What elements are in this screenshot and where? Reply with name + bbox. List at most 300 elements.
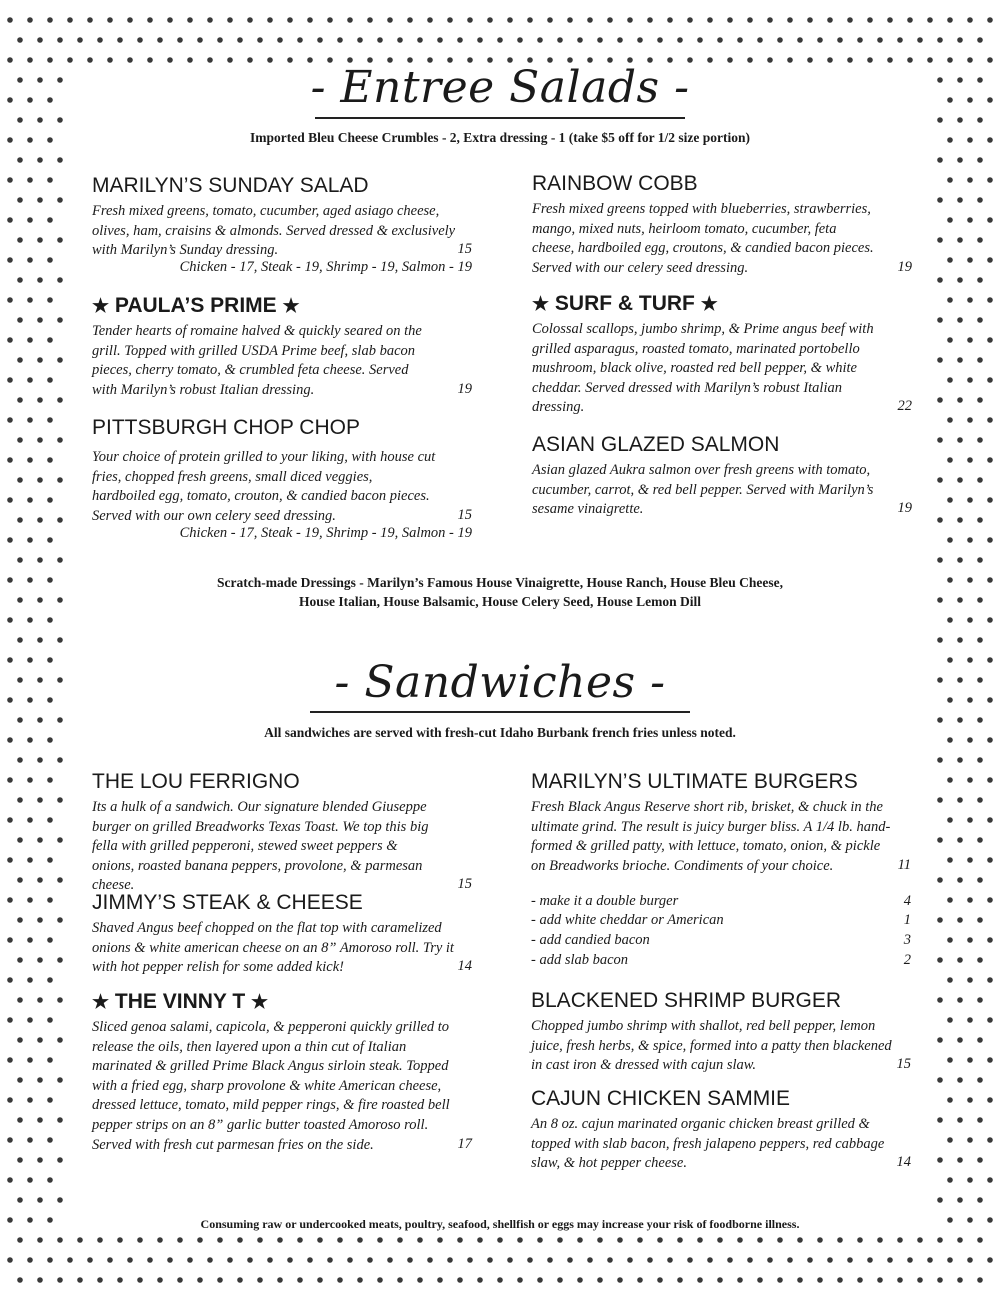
- border-dot: [967, 857, 973, 863]
- border-dot: [177, 1277, 183, 1283]
- border-dot: [977, 437, 983, 443]
- border-dot: [17, 637, 23, 643]
- border-dot: [557, 37, 563, 43]
- border-dot: [477, 1277, 483, 1283]
- border-dot: [47, 337, 53, 343]
- border-dot: [937, 1037, 943, 1043]
- border-dot: [257, 37, 263, 43]
- item-description: Fresh Black Angus Reserve short rib, brisket, & chuck in the ultimate grind. The result is juicy burger bliss. A 1/4 lb. hand-formed & grilled patty, with lettuce, tomato, onion, & pickle on Breadworks brioche. Condiments of your choice.: [531, 799, 891, 874]
- border-dot: [47, 457, 53, 463]
- border-dot: [787, 1257, 793, 1263]
- border-dot: [957, 757, 963, 763]
- border-dot: [47, 897, 53, 903]
- border-dot: [977, 157, 983, 163]
- item-description: Your choice of protein grilled to your liking, with house cut fries, chopped fresh greens, small diced veggies, hardboiled egg, tomato, crouton, & candied bacon pieces. Served with our own celery seed dressing.: [92, 449, 436, 524]
- border-dot: [707, 1257, 713, 1263]
- border-dot: [837, 1237, 843, 1243]
- border-dot: [17, 477, 23, 483]
- border-dot: [7, 617, 13, 623]
- menu-item: [531, 989, 911, 1073]
- item-price: 15: [457, 241, 472, 258]
- border-dot: [977, 1197, 983, 1203]
- border-dot: [917, 1237, 923, 1243]
- border-dot: [57, 397, 63, 403]
- border-dot: [537, 37, 543, 43]
- border-dot: [457, 1237, 463, 1243]
- border-dot: [307, 1257, 313, 1263]
- addon-label: - add slab bacon: [531, 951, 629, 968]
- border-dot: [957, 717, 963, 723]
- border-dot: [937, 237, 943, 243]
- border-dot: [887, 17, 893, 23]
- border-dot: [37, 1077, 43, 1083]
- border-dot: [97, 37, 103, 43]
- border-dot: [47, 17, 53, 23]
- border-dot: [157, 1277, 163, 1283]
- menu-item: [92, 294, 472, 398]
- border-dot: [497, 1237, 503, 1243]
- border-dot: [977, 117, 983, 123]
- border-dot: [187, 1257, 193, 1263]
- menu-item: [531, 1087, 911, 1171]
- border-dot: [57, 997, 63, 1003]
- border-dot: [57, 1077, 63, 1083]
- border-dot: [537, 1237, 543, 1243]
- border-dot: [57, 837, 63, 843]
- border-dot: [977, 317, 983, 323]
- border-dot: [7, 1257, 13, 1263]
- border-dot: [17, 1077, 23, 1083]
- border-dot: [497, 37, 503, 43]
- border-dot: [567, 1257, 573, 1263]
- border-dot: [617, 1237, 623, 1243]
- border-dot: [977, 757, 983, 763]
- border-dot: [977, 637, 983, 643]
- border-dot: [427, 1257, 433, 1263]
- border-dot: [947, 897, 953, 903]
- border-dot: [117, 1277, 123, 1283]
- border-dot: [17, 917, 23, 923]
- addon-price: 4: [903, 892, 911, 909]
- border-dot: [927, 17, 933, 23]
- border-dot: [87, 1257, 93, 1263]
- border-dot: [177, 37, 183, 43]
- border-dot: [427, 17, 433, 23]
- border-dot: [37, 1117, 43, 1123]
- foodborne-warning: Consuming raw or undercooked meats, poultry, seafood, shellfish or eggs may increase your risk of foodborne illness.: [200, 1217, 800, 1231]
- item-name: SURF & TURF: [554, 292, 695, 315]
- border-dot: [657, 1237, 663, 1243]
- item-description: An 8 oz. cajun marinated organic chicken breast grilled & topped with slab bacon, fresh jalapeno peppers, red cabbage slaw, & hot pepper cheese.: [531, 1116, 885, 1172]
- border-dot: [17, 397, 23, 403]
- addon-row: [531, 911, 911, 931]
- border-dot: [897, 37, 903, 43]
- border-dot: [837, 1277, 843, 1283]
- border-dot: [567, 17, 573, 23]
- border-dot: [947, 617, 953, 623]
- border-dot: [27, 897, 33, 903]
- border-dot: [27, 1017, 33, 1023]
- addon-price: 2: [903, 951, 911, 968]
- border-dot: [947, 1257, 953, 1263]
- border-dot: [57, 357, 63, 363]
- border-dot: [257, 1277, 263, 1283]
- border-dot: [417, 1277, 423, 1283]
- border-dot: [97, 1237, 103, 1243]
- border-dot: [957, 917, 963, 923]
- border-dot: [317, 1277, 323, 1283]
- border-dot: [547, 17, 553, 23]
- border-dot: [987, 417, 993, 423]
- border-dot: [317, 1237, 323, 1243]
- item-description: Asian glazed Aukra salmon over fresh greens with tomato, cucumber, carrot, & red bell pepper. Served with Marilyn’s sesame vinaigrette.: [532, 462, 874, 518]
- border-dot: [487, 17, 493, 23]
- border-dot: [937, 397, 943, 403]
- border-dot: [27, 177, 33, 183]
- border-dot: [47, 177, 53, 183]
- item-name: ASIAN GLAZED SALMON: [532, 433, 780, 456]
- border-dot: [987, 1097, 993, 1103]
- border-dot: [937, 717, 943, 723]
- border-dot: [967, 1017, 973, 1023]
- border-dot: [947, 177, 953, 183]
- border-dot: [977, 997, 983, 1003]
- border-dot: [237, 1237, 243, 1243]
- border-dot: [557, 1237, 563, 1243]
- border-dot: [957, 637, 963, 643]
- border-dot: [7, 257, 13, 263]
- border-dot: [517, 1277, 523, 1283]
- border-dot: [867, 17, 873, 23]
- border-dot: [17, 557, 23, 563]
- border-dot: [977, 1037, 983, 1043]
- item-name-featured: [92, 990, 472, 1014]
- border-dot: [987, 457, 993, 463]
- border-dot: [337, 1277, 343, 1283]
- border-dot: [987, 857, 993, 863]
- border-dot: [947, 1017, 953, 1023]
- border-dot: [957, 1277, 963, 1283]
- sandwiches-note: All sandwiches are served with fresh-cut Idaho Burbank french fries unless noted.: [264, 725, 736, 740]
- border-dot: [47, 1057, 53, 1063]
- border-dot: [77, 37, 83, 43]
- border-dot: [987, 337, 993, 343]
- sandwiches-title-rule: [310, 711, 690, 713]
- border-dot: [357, 1237, 363, 1243]
- border-dot: [17, 757, 23, 763]
- border-dot: [657, 1277, 663, 1283]
- border-dot: [17, 517, 23, 523]
- border-dot: [967, 777, 973, 783]
- border-dot: [157, 37, 163, 43]
- border-dot: [37, 197, 43, 203]
- border-dot: [937, 757, 943, 763]
- border-dot: [947, 217, 953, 223]
- border-dot: [967, 1137, 973, 1143]
- border-dot: [987, 497, 993, 503]
- border-dot: [887, 1257, 893, 1263]
- border-dot: [977, 1117, 983, 1123]
- item-name: BLACKENED SHRIMP BURGER: [531, 989, 842, 1012]
- border-dot: [577, 1277, 583, 1283]
- border-dot: [17, 117, 23, 123]
- border-dot: [377, 37, 383, 43]
- item-description: Chopped jumbo shrimp with shallot, red bell pepper, lemon juice, fresh herbs, & spice, formed into a patty then blackened in cast iron & dressed with cajun slaw.: [531, 1018, 892, 1074]
- item-name: PAULA’S PRIME: [114, 294, 277, 317]
- border-dot: [27, 1137, 33, 1143]
- border-dot: [377, 1277, 383, 1283]
- border-dot: [37, 1277, 43, 1283]
- border-dot: [217, 37, 223, 43]
- border-dot: [27, 817, 33, 823]
- border-dot: [7, 537, 13, 543]
- border-dot: [17, 1277, 23, 1283]
- item-price: 19: [897, 500, 912, 517]
- border-dot: [817, 1277, 823, 1283]
- border-dot: [937, 1157, 943, 1163]
- border-dot: [57, 37, 63, 43]
- border-dot: [57, 197, 63, 203]
- border-dot: [957, 117, 963, 123]
- border-dot: [37, 437, 43, 443]
- border-dot: [47, 617, 53, 623]
- border-dot: [327, 17, 333, 23]
- border-dot: [977, 837, 983, 843]
- border-dot: [17, 717, 23, 723]
- item-description: Its a hulk of a sandwich. Our signature blended Giuseppe burger on grilled Breadworks Texas Toast. We top this big fella with grilled pepperoni, stewed sweet peppers & onions, roasted banana peppers, provolone, & parmesan cheese.: [92, 799, 429, 894]
- border-dot: [627, 17, 633, 23]
- border-dot: [957, 397, 963, 403]
- border-dot: [977, 397, 983, 403]
- border-dot: [207, 17, 213, 23]
- border-dot: [777, 1277, 783, 1283]
- border-dot: [927, 1257, 933, 1263]
- border-dot: [477, 37, 483, 43]
- border-dot: [47, 857, 53, 863]
- item-description: Colossal scallops, jumbo shrimp, & Prime angus beef with grilled asparagus, roasted tomato, marinated portobello mushroom, black olive, roasted red bell pepper, & white cheddar. Served dressed with Marilyn’s robust Italian dressing.: [532, 321, 874, 416]
- border-dot: [47, 217, 53, 223]
- border-dot: [47, 1177, 53, 1183]
- border-dot: [697, 37, 703, 43]
- border-dot: [377, 1237, 383, 1243]
- border-dot: [937, 917, 943, 923]
- addon-row: [531, 951, 911, 971]
- border-dot: [407, 1257, 413, 1263]
- border-dot: [57, 237, 63, 243]
- border-dot: [757, 1277, 763, 1283]
- border-dot: [317, 37, 323, 43]
- border-dot: [937, 557, 943, 563]
- border-dot: [957, 477, 963, 483]
- border-dot: [977, 477, 983, 483]
- border-dot: [17, 357, 23, 363]
- menu-item: [532, 433, 912, 517]
- border-dot: [287, 17, 293, 23]
- dressings-note: [0, 573, 1000, 611]
- border-dot: [37, 757, 43, 763]
- item-description: Tender hearts of romaine halved & quickly seared on the grill. Topped with grilled USDA Prime beef, slab bacon pieces, cherry tomato, & crumbled feta cheese. Served with Marilyn’s robust Italian dressing.: [92, 323, 422, 398]
- border-dot: [187, 17, 193, 23]
- star-icon: ★: [532, 294, 550, 315]
- border-dot: [977, 1237, 983, 1243]
- border-dot: [787, 17, 793, 23]
- border-dot: [957, 277, 963, 283]
- border-dot: [217, 1277, 223, 1283]
- border-dot: [527, 1257, 533, 1263]
- border-dot: [967, 537, 973, 543]
- border-dot: [207, 1257, 213, 1263]
- border-dot: [947, 497, 953, 503]
- border-dot: [7, 1097, 13, 1103]
- item-price: 14: [896, 1154, 911, 1171]
- border-dot: [77, 1237, 83, 1243]
- border-dot: [967, 257, 973, 263]
- border-dot: [557, 1277, 563, 1283]
- border-dot: [297, 37, 303, 43]
- border-dot: [937, 37, 943, 43]
- star-icon: ★: [700, 294, 718, 315]
- border-dot: [87, 17, 93, 23]
- border-dot: [47, 1257, 53, 1263]
- border-dot: [157, 1237, 163, 1243]
- border-dot: [967, 377, 973, 383]
- border-dot: [437, 1277, 443, 1283]
- border-dot: [947, 857, 953, 863]
- border-dot: [907, 1257, 913, 1263]
- border-dot: [57, 117, 63, 123]
- addon-row: [531, 892, 911, 912]
- border-dot: [967, 937, 973, 943]
- border-dot: [947, 297, 953, 303]
- border-dot: [27, 1177, 33, 1183]
- border-dot: [597, 1237, 603, 1243]
- border-dot: [37, 1037, 43, 1043]
- border-dot: [977, 237, 983, 243]
- border-dot: [877, 1277, 883, 1283]
- border-dot: [477, 1237, 483, 1243]
- addon-label: - add white cheddar or American: [531, 912, 724, 929]
- border-dot: [937, 157, 943, 163]
- border-dot: [987, 1057, 993, 1063]
- border-dot: [737, 1237, 743, 1243]
- border-dot: [947, 977, 953, 983]
- star-icon: ★: [92, 992, 110, 1013]
- border-dot: [627, 1257, 633, 1263]
- border-dot: [47, 977, 53, 983]
- border-dot: [977, 957, 983, 963]
- border-dot: [47, 1097, 53, 1103]
- border-dot: [37, 277, 43, 283]
- border-dot: [27, 497, 33, 503]
- border-dot: [57, 517, 63, 523]
- border-dot: [47, 297, 53, 303]
- border-dot: [27, 1097, 33, 1103]
- border-dot: [937, 317, 943, 323]
- border-dot: [967, 297, 973, 303]
- border-dot: [147, 17, 153, 23]
- border-dot: [977, 717, 983, 723]
- border-dot: [987, 537, 993, 543]
- border-dot: [407, 17, 413, 23]
- border-dot: [617, 37, 623, 43]
- border-dot: [547, 1257, 553, 1263]
- border-dot: [987, 257, 993, 263]
- border-dot: [957, 1197, 963, 1203]
- border-dot: [937, 837, 943, 843]
- border-dot: [7, 937, 13, 943]
- border-dot: [757, 37, 763, 43]
- border-dot: [607, 1257, 613, 1263]
- border-dot: [937, 1197, 943, 1203]
- border-dot: [37, 37, 43, 43]
- border-dot: [7, 1137, 13, 1143]
- border-dot: [987, 1257, 993, 1263]
- border-dot: [657, 37, 663, 43]
- item-name: MARILYN’S SUNDAY SALAD: [92, 174, 369, 197]
- border-dot: [937, 1077, 943, 1083]
- border-dot: [947, 377, 953, 383]
- border-dot: [107, 17, 113, 23]
- border-dot: [107, 1257, 113, 1263]
- border-dot: [957, 997, 963, 1003]
- border-dot: [57, 1117, 63, 1123]
- border-dot: [7, 457, 13, 463]
- border-dot: [957, 157, 963, 163]
- border-dot: [697, 1277, 703, 1283]
- border-dot: [77, 1277, 83, 1283]
- border-dot: [447, 17, 453, 23]
- border-dot: [417, 1237, 423, 1243]
- item-name-featured: [92, 294, 472, 318]
- border-dot: [7, 17, 13, 23]
- border-dot: [57, 877, 63, 883]
- item-price: 14: [457, 958, 472, 975]
- border-dot: [7, 1057, 13, 1063]
- dressings-line: House Italian, House Balsamic, House Celery Seed, House Lemon Dill: [298, 594, 701, 609]
- border-dot: [937, 797, 943, 803]
- border-dot: [957, 957, 963, 963]
- border-dot: [397, 1277, 403, 1283]
- burger-addons: [531, 892, 911, 970]
- border-dot: [947, 457, 953, 463]
- border-dot: [977, 197, 983, 203]
- border-dot: [307, 17, 313, 23]
- border-dot: [57, 757, 63, 763]
- border-dot: [977, 1077, 983, 1083]
- border-dot: [47, 777, 53, 783]
- menu-item: [531, 770, 911, 970]
- border-dot: [327, 1257, 333, 1263]
- border-dot: [37, 957, 43, 963]
- border-dot: [37, 357, 43, 363]
- border-dot: [937, 197, 943, 203]
- border-dot: [47, 1137, 53, 1143]
- border-dot: [27, 257, 33, 263]
- border-dot: [67, 1257, 73, 1263]
- border-dot: [957, 197, 963, 203]
- border-dot: [957, 317, 963, 323]
- border-dot: [37, 477, 43, 483]
- border-dot: [467, 17, 473, 23]
- item-price: 15: [457, 876, 472, 893]
- border-dot: [957, 37, 963, 43]
- border-dot: [667, 17, 673, 23]
- border-dot: [487, 1257, 493, 1263]
- border-dot: [957, 557, 963, 563]
- border-dot: [967, 897, 973, 903]
- border-dot: [47, 497, 53, 503]
- border-dot: [17, 37, 23, 43]
